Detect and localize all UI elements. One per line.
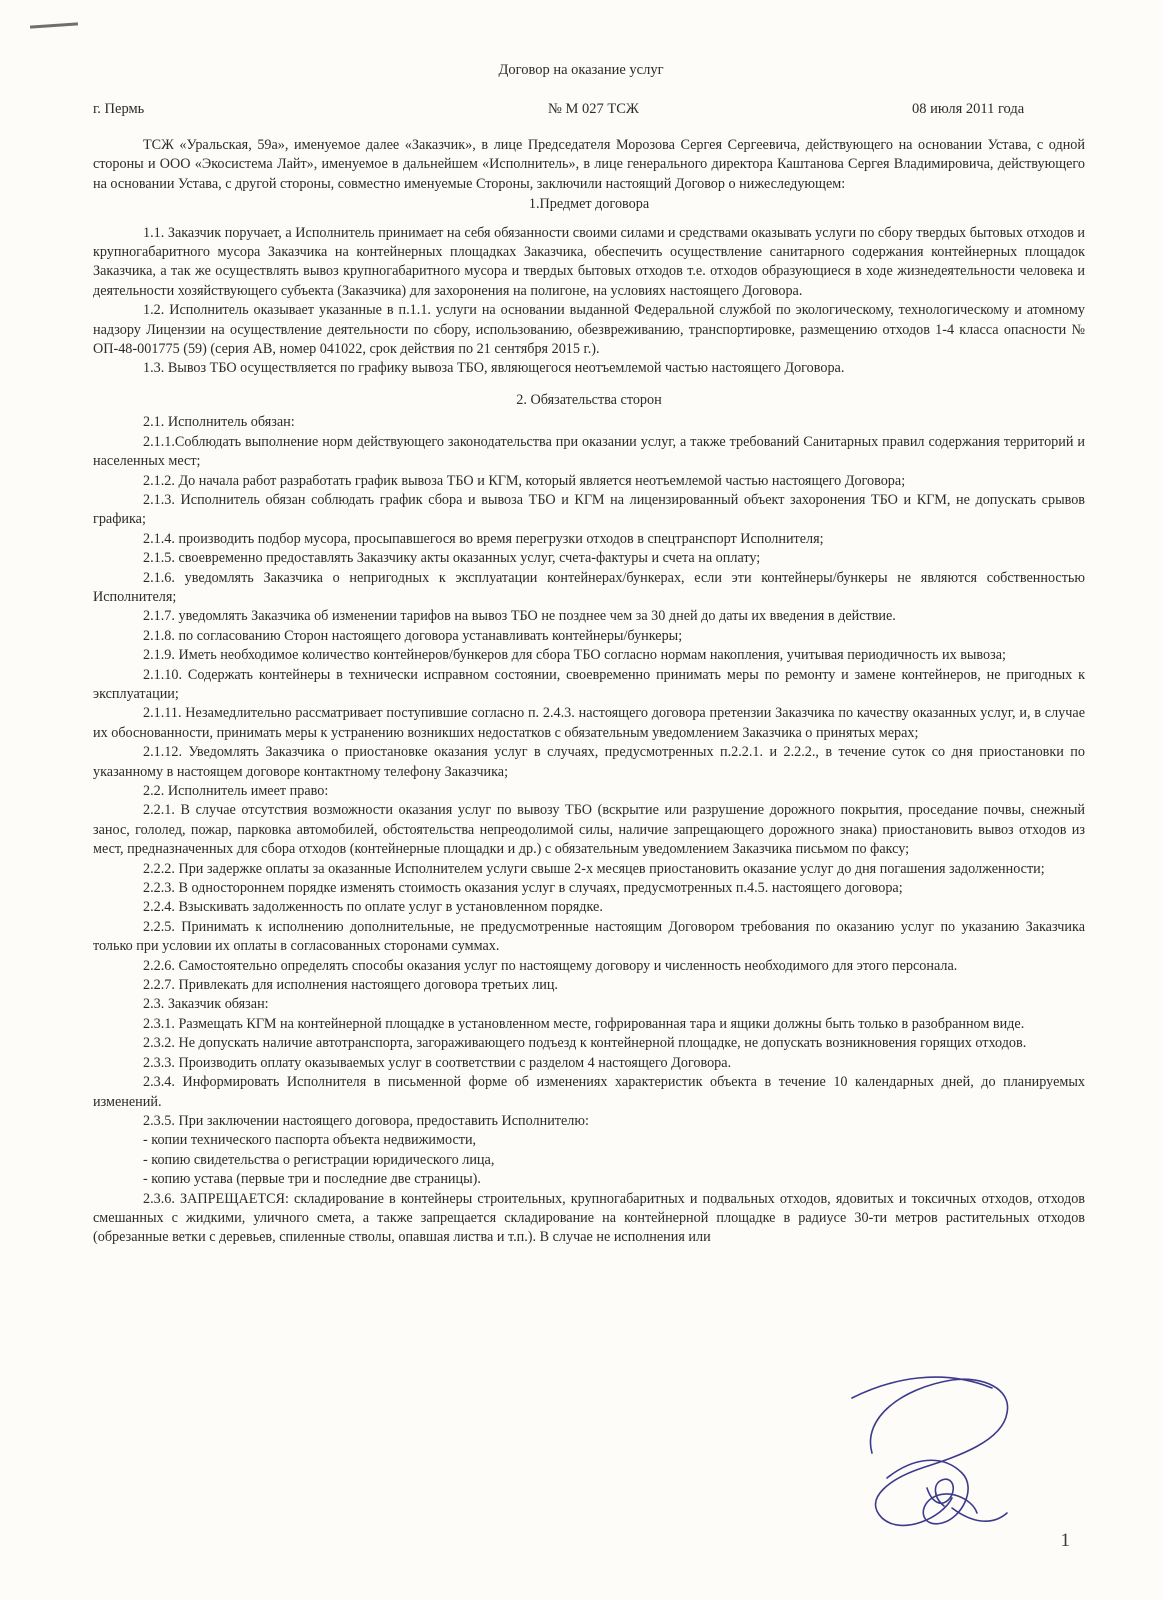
document-city: г. Пермь [93, 101, 145, 117]
clause-2-1-7: 2.1.7. уведомлять Заказчика об изменении тарифов на вывоз ТБО не позднее чем за 30 дней до даты их введения в действие. [143, 608, 896, 625]
clause-2-1-11: 2.1.11. Незамедлительно рассматривает поступившие согласно п. 2.4.3. настоящего договора претензии Заказчика по качеству оказанных услуг, и, в случае их обоснованности, принимать меры к устранению возникших недостатков с обязательным уведомлением Заказчика о принятых мерах; [93, 705, 1085, 741]
clause-2-3: 2.3. Заказчик обязан: [143, 996, 269, 1013]
clause-2-3-5: 2.3.5. При заключении настоящего договора, предоставить Исполнителю: [143, 1112, 589, 1129]
clause-2-3-1: 2.3.1. Размещать КГМ на контейнерной площадке в установленном месте, гофрированная тара и ящики должны быть только в разобранном виде. [143, 1015, 1025, 1032]
scan-mark [30, 22, 78, 28]
document-body [93, 136, 1085, 1248]
page-number: 1 [1060, 1530, 1070, 1551]
clause-2-3-6: 2.3.6. ЗАПРЕЩАЕТСЯ: складирование в контейнеры строительных, крупногабаритных и подвальных отходов, ядовитых и токсичных отходов, отходов смешанных с жидкими, уличного смета, а также запрещается складирование на контейнерной площадке в радиусе 30-ти метров растительных отходов (обрезанные ветки с деревьев, спиленные стволы, опавшая листва и т.п.). В случае не исполнения или [93, 1190, 1085, 1246]
handwritten-signature [832, 1358, 1032, 1548]
clause-2-2-3: 2.2.3. В одностороннем порядке изменять стоимость оказания услуг в случаях, предусмотренных п.4.5. настоящего договора; [143, 880, 903, 897]
clause-2-1-4: 2.1.4. производить подбор мусора, просыпавшегося во время перегрузки отходов в спецтранспорт Исполнителя; [143, 530, 824, 547]
clause-2-1: 2.1. Исполнитель обязан: [143, 414, 295, 431]
clause-2-1-8: 2.1.8. по согласованию Сторон настоящего договора устанавливать контейнеры/бункеры; [143, 627, 683, 644]
document-date: 08 июля 2011 года [912, 101, 1025, 117]
clause-1-1: 1.1. Заказчик поручает, а Исполнитель принимает на себя обязанности своими силами и средствами оказывать услуги по сбору твердых бытовых отходов и крупногабаритного мусора Заказчика на контейнерных площадках Заказчика, обеспечить осуществление санитарного содержания контейнерных площадок Заказчика, а так же осуществлять вывоз крупногабаритного мусора и твердых бытовых отходов т.е. отходов образующиеся в ходе жизнедеятельности человека и деятельности хозяйствующего субъекта (Заказчика) для захоронения на полигоне, на условиях настоящего Договора. [93, 224, 1085, 299]
clause-2-1-6: 2.1.6. уведомлять Заказчика о непригодных к эксплуатации контейнерах/бункерах, если эти контейнеры/бункеры не являются собственностью Исполнителя; [93, 569, 1085, 605]
clause-2-2-6: 2.2.6. Самостоятельно определять способы оказания услуг по настоящему договору и численность необходимого для этого персонала. [143, 957, 958, 974]
clause-2-2-4: 2.2.4. Взыскивать задолженность по оплате услуг в установленном порядке. [143, 899, 603, 916]
document-number: № М 027 ТСЖ [548, 101, 639, 117]
clause-2-1-2: 2.1.2. До начала работ разработать график вывоза ТБО и КГМ, который является неотъемлемой частью настоящего Договора; [143, 472, 906, 489]
clause-2-2: 2.2. Исполнитель имеет право: [143, 783, 329, 799]
preamble: ТСЖ «Уральская, 59а», именуемое далее «Заказчик», в лице Председателя Морозова Сергея Сергеевича, действующего на основании Устава, с одной стороны и ООО «Экосистема Лайт», именуемое в дальнейшем «Исполнитель», в лице генерального директора Каштанова Сергея Владимировича, действующего на основании Устава, с другой стороны, совместно именуемые Стороны, заключили настоящий Договор о нижеследующем: [93, 137, 1085, 192]
clause-2-3-4: 2.3.4. Информировать Исполнителя в письменной форме об изменениях характеристик объекта в течение 10 календарных дней, до планируемых изменений. [93, 1074, 1085, 1110]
clause-2-1-12: 2.1.12. Уведомлять Заказчика о приостановке оказания услуг в случаях, предусмотренных п.2.2.1. и 2.2.2., в течение суток со дня приостановки по указанному в настоящем договоре контактному телефону Заказчика; [93, 744, 1085, 780]
clause-2-2-1: 2.2.1. В случае отсутствия возможности оказания услуг по вывозу ТБО (вскрытие или разрушение дорожного покрытия, проседание почвы, снежный занос, гололед, пожар, парковка автомобилей, обстоятельства непреодолимой силы, наличие запрещающего дорожного знака) приостановить вывоз отходов из мест, предназначенных для сбора отходов (контейнерные площадки и др.) с обязательным уведомлением Заказчика письмом по факсу; [93, 802, 1085, 858]
clause-2-3-3: 2.3.3. Производить оплату оказываемых услуг в соответствии с разделом 4 настоящего Договора. [143, 1054, 732, 1071]
clause-2-1-5: 2.1.5. своевременно предоставлять Заказчику акты оказанных услуг, счета-фактуры и счета на оплату; [143, 550, 761, 567]
clause-2-1-3: 2.1.3. Исполнитель обязан соблюдать график сбора и вывоза ТБО и КГМ на лицензированный объект захоронения ТБО и КГМ, не допускать срывов графика; [93, 491, 1085, 528]
section-2-title: 2. Обязательства сторон [516, 391, 662, 408]
clause-1-2: 1.2. Исполнитель оказывает указанные в п.1.1. услуги на основании выданной Федеральной службой по экологическому, технологическому и атомному надзору Лицензии на осуществление деятельности по сбору, использованию, обезвреживанию, транспортировке, размещению отходов 1-4 класса опасности № ОП-48-001775 (59) (серия АВ, номер 041022, срок действия по 21 сентября 2015 г.). [93, 302, 1085, 358]
section-1-title: 1.Предмет договора [528, 196, 650, 213]
clause-2-1-10: 2.1.10. Содержать контейнеры в технически исправном состоянии, своевременно принимать меры по ремонту и замене контейнеров, не пригодных к эксплуатации; [93, 666, 1085, 702]
document-title: Договор на оказание услуг [498, 62, 664, 78]
clause-2-3-2: 2.3.2. Не допускать наличие автотранспорта, загораживающего подъезд к контейнерной площадке, не допускать возникновения горящих отходов. [143, 1035, 1027, 1052]
clause-2-1-9: 2.1.9. Иметь необходимое количество контейнеров/бункеров для сбора ТБО согласно нормам накопления, учитывая периодичность их вывоза; [143, 647, 1006, 664]
clause-2-2-2: 2.2.2. При задержке оплаты за оказанные Исполнителем услуги свыше 2-х месяцев приостановить оказание услуг до дня погашения задолженности; [143, 860, 1045, 877]
clause-2-2-7: 2.2.7. Привлекать для исполнения настоящего договора третьих лиц. [143, 977, 558, 994]
clause-1-3: 1.3. Вывоз ТБО осуществляется по графику вывоза ТБО, являющегося неотъемлемой частью настоящего Договора. [143, 360, 845, 377]
clause-2-1-1: 2.1.1.Соблюдать выполнение норм действующего законодательства при оказании услуг, а также требований Санитарных правил содержания территорий и населенных мест; [93, 433, 1085, 470]
list-item: - копию свидетельства о регистрации юридического лица, [143, 1151, 495, 1168]
clause-2-2-5: 2.2.5. Принимать к исполнению дополнительные, не предусмотренные настоящим Договором требования по оказанию услуг по указанию Заказчика только при условии их оплаты в согласованных сторонами суммах. [93, 918, 1085, 955]
list-item: - копии технического паспорта объекта недвижимости, [143, 1132, 477, 1149]
list-item: - копию устава (первые три и последние две страницы). [143, 1171, 481, 1188]
